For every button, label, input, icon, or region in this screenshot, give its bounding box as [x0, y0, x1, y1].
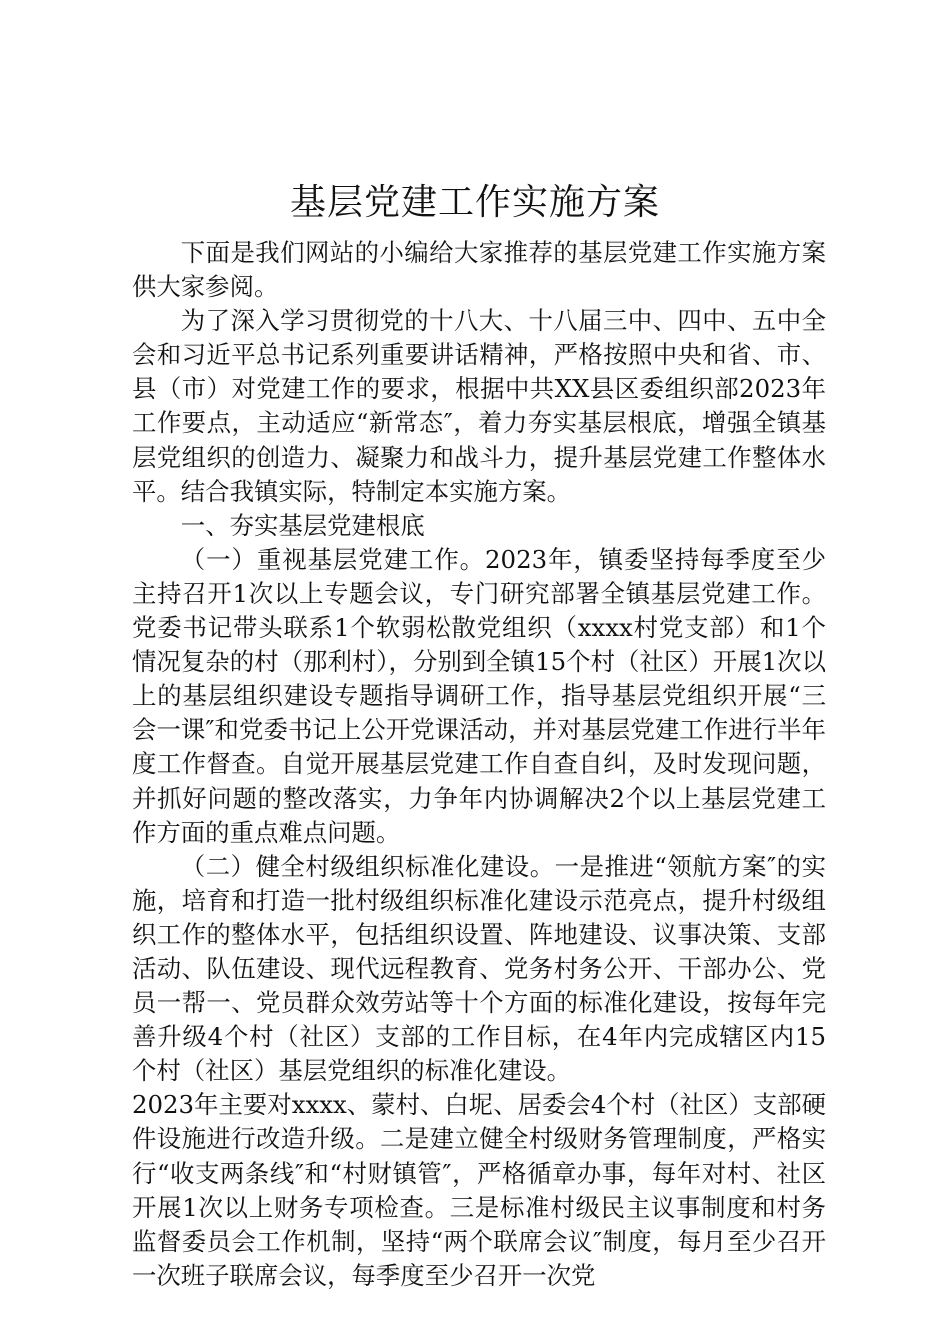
- document-title: 基层党建工作实施方案: [289, 182, 660, 223]
- continuation-paragraph: 2023年主要对xxxx、蒙村、白坭、居委会4个村（社区）支部硬件设施进行改造升级。二是建立健全村级财务管理制度，严格实行“收支两条线″和“村财镇管″，严格循章办事，每年对村、社区开展1次以上财务专项检查。三是标准村级民主议事制度和村务监督委员会工作机制，坚持“两个联席会议″制度，每月至少召开一次班子联席会议，每季度至少召开一次党: [132, 1090, 826, 1290]
- intro-paragraph: 下面是我们网站的小编给大家推荐的基层党建工作实施方案供大家参阅。: [132, 238, 826, 302]
- section-heading: 一、夯实基层党建根底: [180, 510, 425, 540]
- purpose-paragraph: 为了深入学习贯彻党的十八大、十八届三中、四中、五中全会和习近平总书记系列重要讲话精神，严格按照中央和省、市、县（市）对党建工作的要求，根据中共XX县区委组织部2023年工作要点，主动适应“新常态″，着力夯实基层根底，增强全镇基层党组织的创造力、凝聚力和战斗力，提升基层党建工作整体水平。结合我镇实际，特制定本实施方案。: [132, 306, 826, 506]
- subsection-1-paragraph: （一）重视基层党建工作。2023年，镇委坚持每季度至少主持召开1次以上专题会议，专门研究部署全镇基层党建工作。党委书记带头联系1个软弱松散党组织（xxxx村党支部）和1个情况复杂的村（那利村），分别到全镇15个村（社区）开展1次以上的基层组织建设专题指导调研工作，指导基层党组织开展“三会一课″和党委书记上公开党课活动，并对基层党建工作进行半年度工作督查。自觉开展基层党建工作自查自纠，及时发现问题，并抓好问题的整改落实，力争年内协调解决2个以上基层党建工作方面的重点难点问题。: [132, 544, 826, 847]
- document-body: [132, 236, 826, 1293]
- subsection-2-paragraph: （二）健全村级组织标准化建设。一是推进“领航方案″的实施，培育和打造一批村级组织标准化建设示范亮点，提升村级组织工作的整体水平，包括组织设置、阵地建设、议事决策、支部活动、队伍建设、现代远程教育、党务村务公开、干部办公、党员一帮一、党员群众效劳站等十个方面的标准化建设，按每年完善升级4个村（社区）支部的工作目标，在4年内完成辖区内15个村（社区）基层党组织的标准化建设。: [132, 851, 826, 1086]
